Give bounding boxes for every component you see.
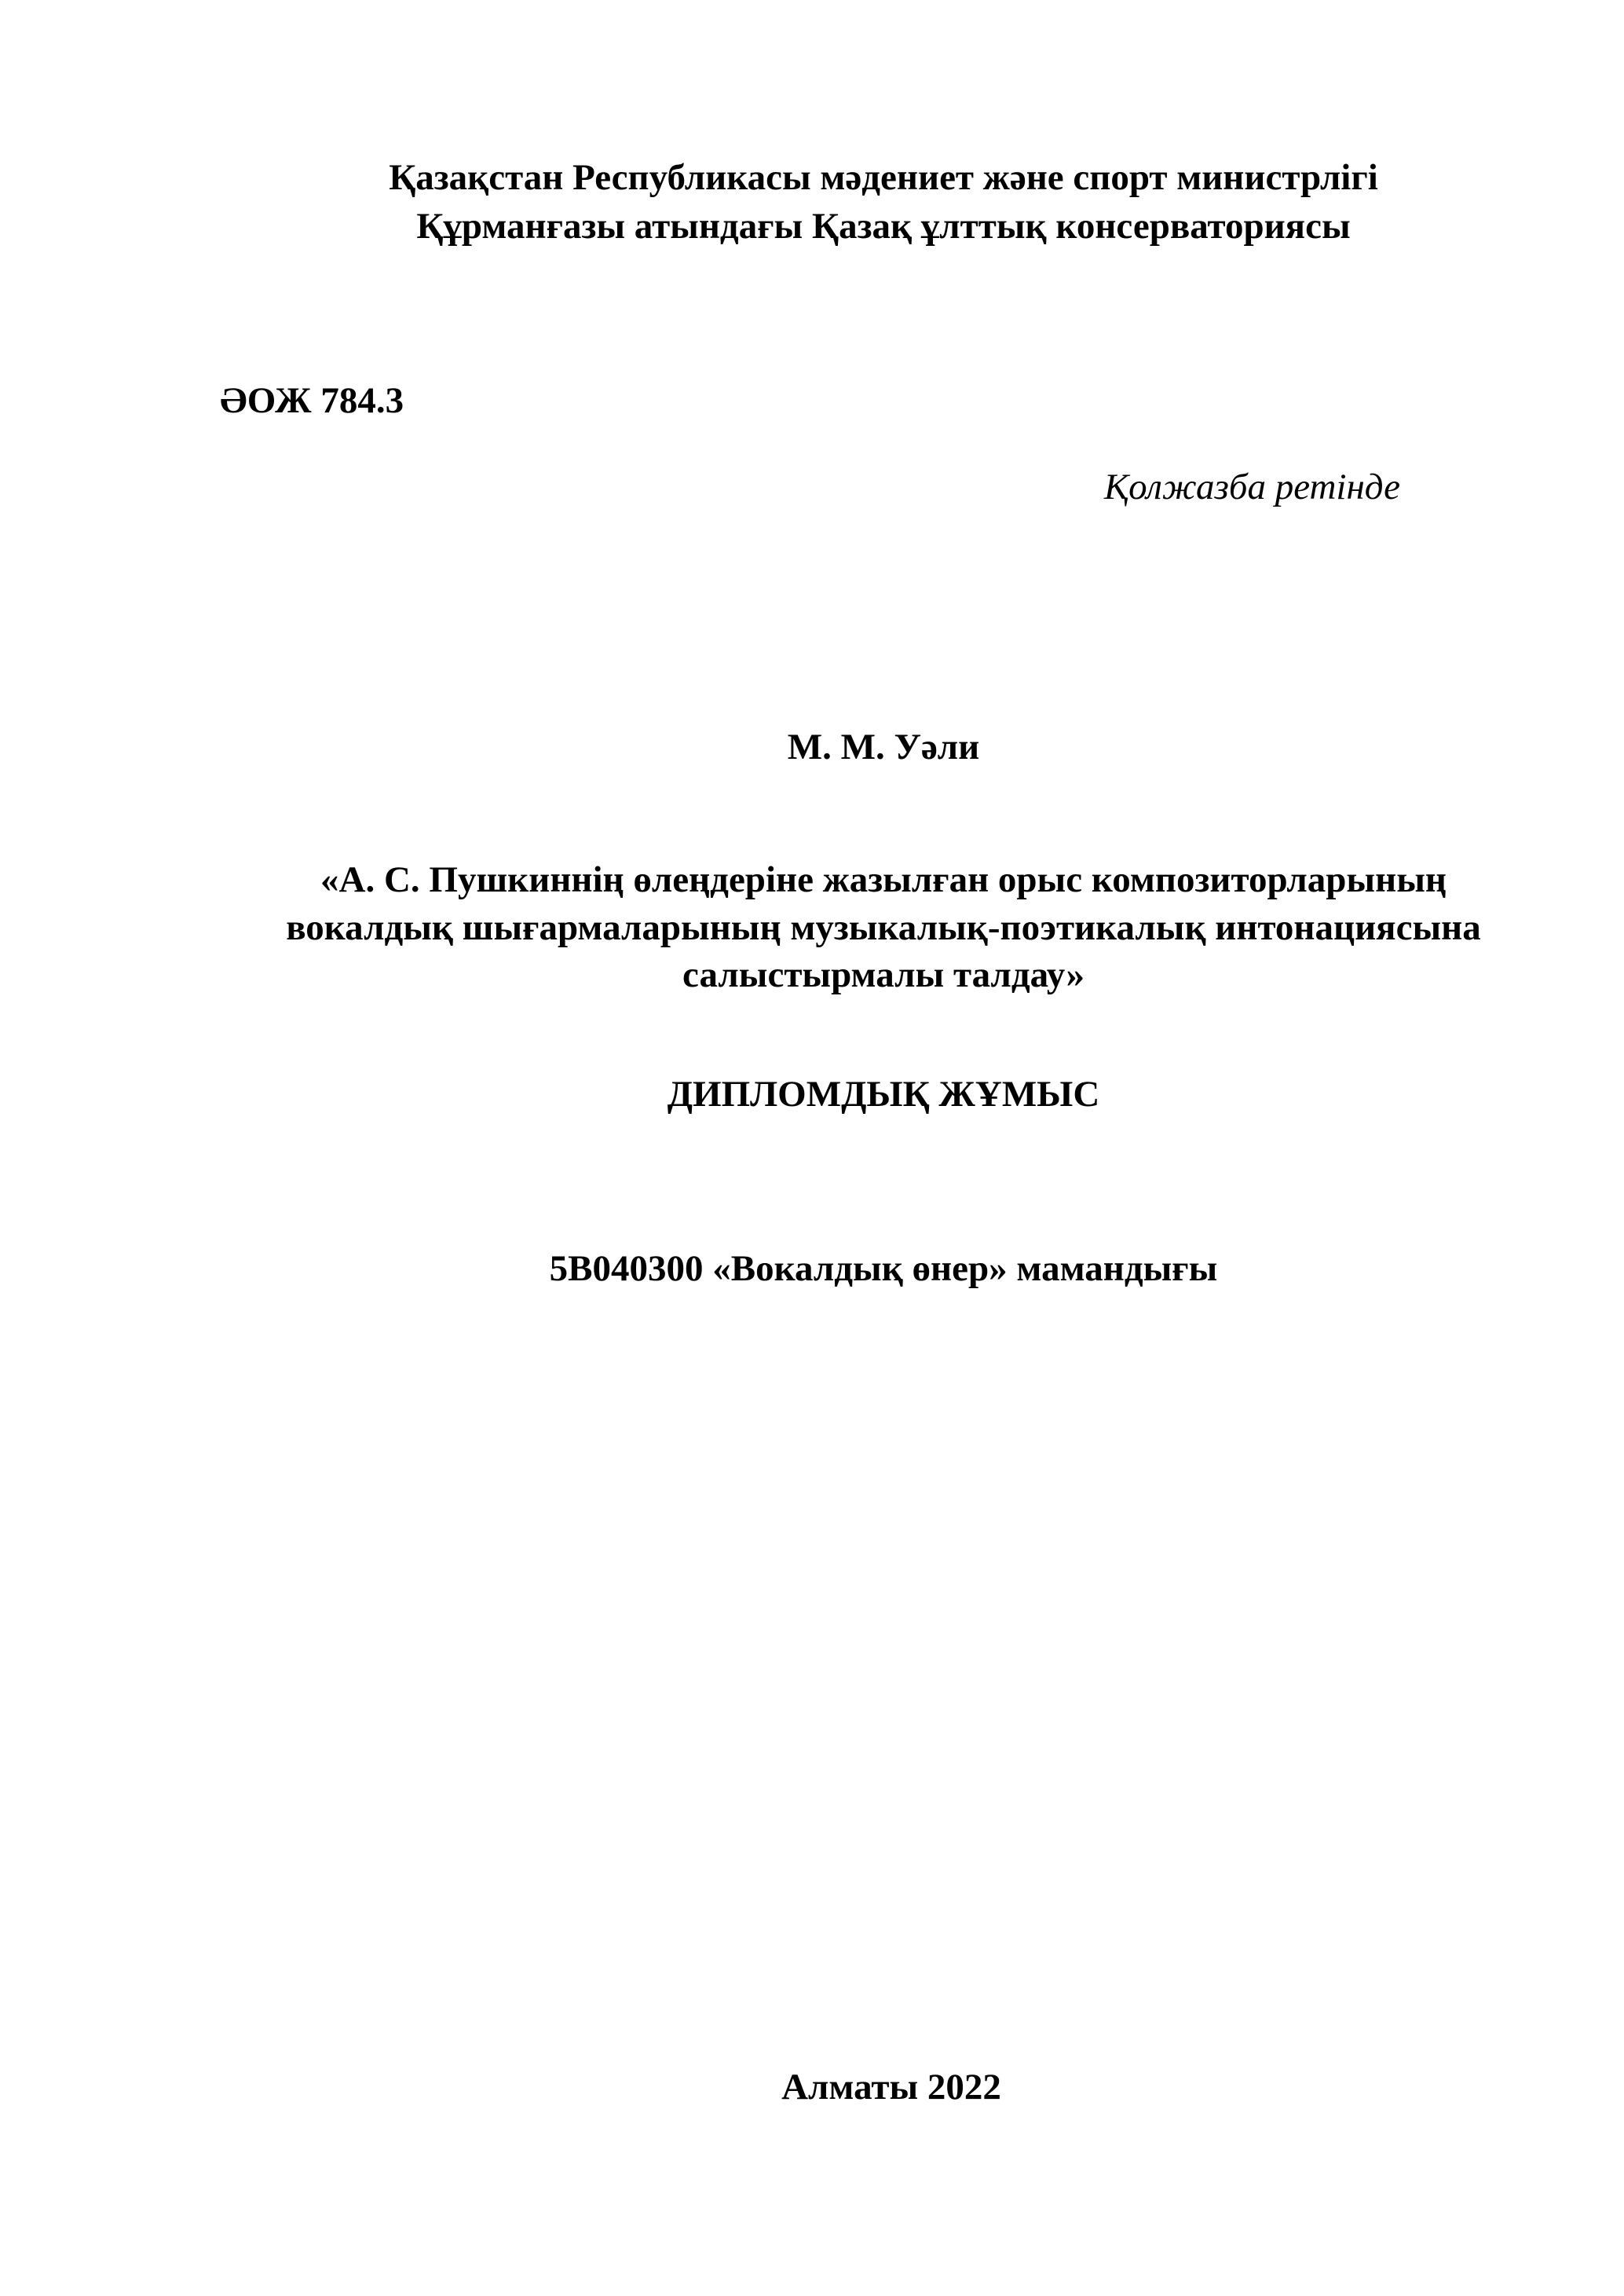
thesis-title-line: вокалдық шығармаларының музыкалық-поэтикалық интонациясына xyxy=(286,907,1481,948)
specialty: 5В040300 «Вокалдық өнер» мамандығы xyxy=(549,1248,1218,1289)
ministry-name: Қазақстан Республикасы мәдениет және спорт министрлігі xyxy=(389,157,1378,198)
thesis-title-line: «А. С. Пушкиннің өлеңдеріне жазылған орыс композиторларының xyxy=(320,859,1447,900)
thesis-title-line: салыстырмалы талдау» xyxy=(682,954,1084,995)
institution-name: Құрманғазы атындағы Қазақ ұлттық консерваториясы xyxy=(416,206,1351,247)
work-type: ДИПЛОМДЫҚ ЖҰМЫС xyxy=(667,1074,1100,1115)
author-name: М. М. Уәли xyxy=(787,727,980,767)
city-year: Алматы 2022 xyxy=(781,2067,1001,2107)
udc-code: ӘОЖ 784.3 xyxy=(220,380,404,421)
manuscript-note: Қолжазба ретінде xyxy=(1103,467,1400,507)
